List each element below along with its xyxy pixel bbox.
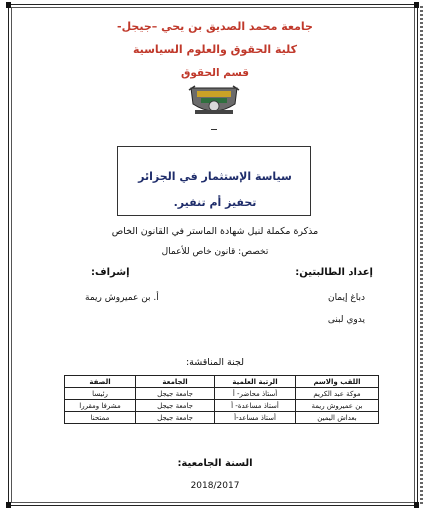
table-cell: أستاذ مساعدة- أ bbox=[215, 400, 296, 412]
column-header: اللقب والاسم bbox=[296, 376, 379, 388]
thesis-title-box bbox=[117, 146, 311, 216]
jury-heading: لجنة المناقشة: bbox=[185, 357, 245, 368]
academic-year-heading: السنة الجامعية: bbox=[177, 458, 253, 469]
table-cell: أستاذ محاضر- أ bbox=[215, 388, 296, 400]
table-cell: مشرفا ومقررا bbox=[65, 400, 136, 412]
border-corner bbox=[6, 502, 11, 508]
table-cell: أستاذ مساعد-أ bbox=[215, 412, 296, 424]
border-corner bbox=[414, 2, 419, 8]
thesis-title-line1: سياسة الإستثمار في الجزائر bbox=[138, 170, 292, 183]
table-cell: رئيسا bbox=[65, 388, 136, 400]
jury-table bbox=[64, 375, 379, 424]
table-cell: بن عميروش ريمة bbox=[296, 400, 379, 412]
table-cell: موكة عبد الكريم bbox=[296, 388, 379, 400]
table-cell: بعداش اليمين bbox=[296, 412, 379, 424]
university-name: جامعة محمد الصديق بن يحي –جيجل- bbox=[117, 20, 313, 33]
student-name: يدوي لبنى bbox=[327, 315, 365, 325]
table-header-row bbox=[65, 376, 379, 388]
column-header: الرتبة العلمية bbox=[215, 376, 296, 388]
table-row bbox=[65, 412, 379, 424]
table-row bbox=[65, 400, 379, 412]
table-cell: جامعة جيجل bbox=[136, 412, 215, 424]
supervisor-name: أ. بن عميروش ريمة bbox=[85, 293, 159, 303]
supervision-heading: إشراف: bbox=[91, 267, 130, 278]
table-row bbox=[65, 388, 379, 400]
column-header: الصفة bbox=[65, 376, 136, 388]
thesis-description: مذكرة مكملة لنيل شهادة الماستر في القانون الخاص bbox=[111, 226, 319, 237]
table-cell: ممتحنا bbox=[65, 412, 136, 424]
column-header: الجامعة bbox=[136, 376, 215, 388]
faculty-name: كلية الحقوق والعلوم السياسية bbox=[132, 43, 298, 56]
academic-year-value: 2018/2017 bbox=[190, 481, 240, 491]
border-corner bbox=[414, 502, 419, 508]
preparation-heading: إعداد الطالبتين: bbox=[295, 267, 373, 278]
border-corner bbox=[6, 2, 11, 8]
thesis-specialization: تخصص: قانون خاص للأعمال bbox=[161, 247, 269, 257]
thesis-title-line2: تحفيز أم تنفير. bbox=[173, 196, 257, 209]
separator-dash bbox=[211, 129, 217, 130]
table-cell: جامعة جيجل bbox=[136, 388, 215, 400]
department-name: قسم الحقوق bbox=[180, 67, 250, 79]
student-name: دباغ إيمان bbox=[327, 293, 365, 303]
table-cell: جامعة جيجل bbox=[136, 400, 215, 412]
university-emblem-icon bbox=[185, 84, 243, 118]
